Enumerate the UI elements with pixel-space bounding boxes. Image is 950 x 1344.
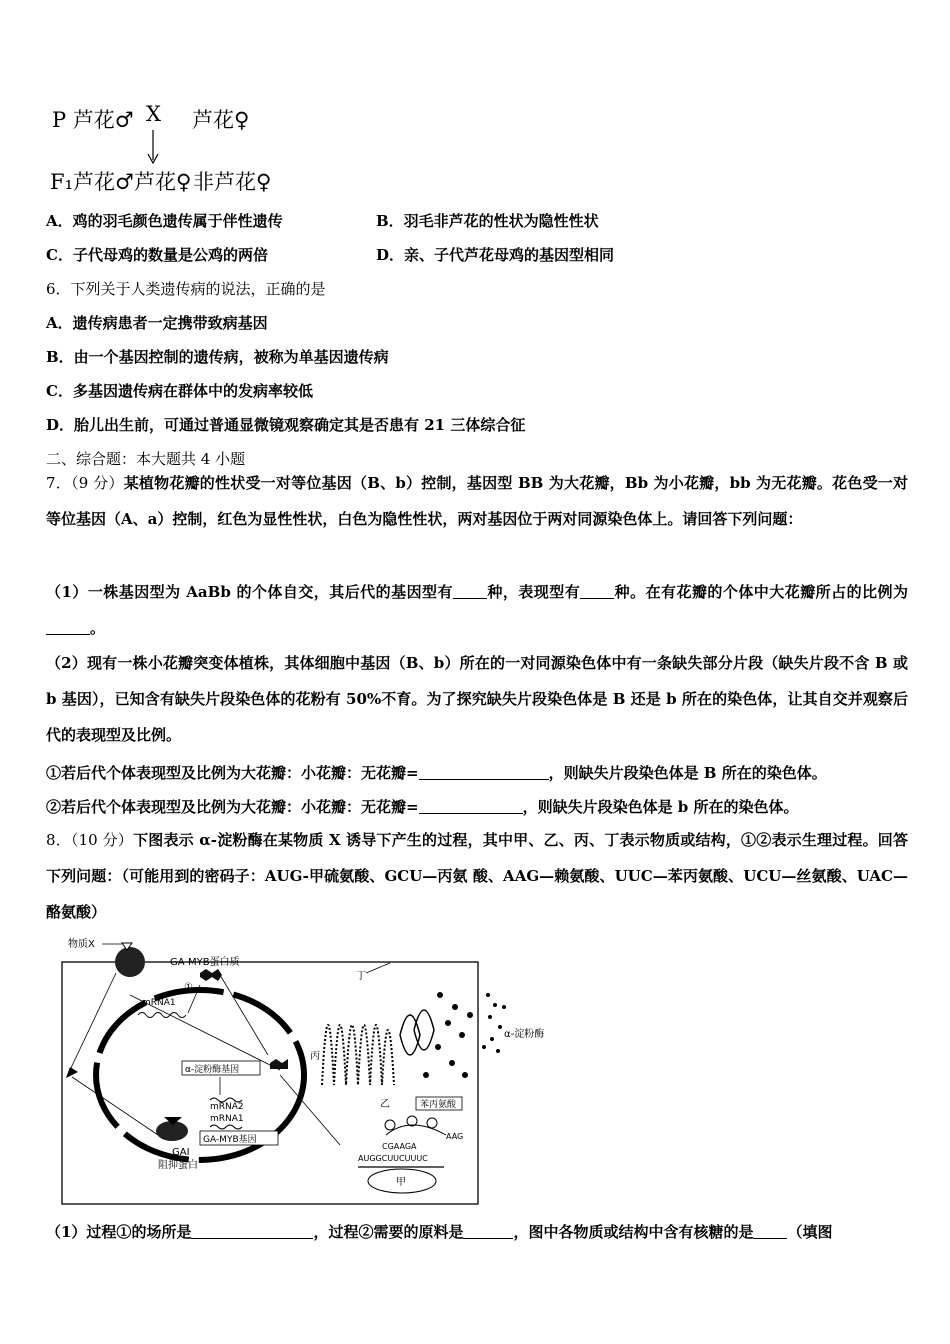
q8-part1-text-a: （1）过程①的场所是 <box>46 1223 192 1241</box>
label-ding: 丁 <box>356 971 366 982</box>
q7-case1-text-b: ，则缺失片段染色体是 B 所在的染色体。 <box>548 764 827 782</box>
golgi <box>400 1010 434 1055</box>
label-aag: AAG <box>446 1132 464 1141</box>
answer-blank[interactable] <box>453 584 487 599</box>
q7-text: 某植物花瓣的性状受一对等位基因（B、b）控制，基因型 BB 为大花瓣，Bb 为小花瓣，bb 为无花瓣。花色受一对等位基因（A、a）控制，红色为显性性状，白色为隐性性状，两对基因位于两对同源染色体上。请回答下列问题： <box>46 474 909 528</box>
q8-part1 <box>46 1222 833 1242</box>
label-repressor: 阻抑蛋白 <box>158 1160 198 1171</box>
q7-case2-text-b: ，则缺失片段染色体是 b 所在的染色体。 <box>522 798 799 816</box>
label-mrna1-mid: mRNA1 <box>210 1114 244 1124</box>
label-mrna2: mRNA2 <box>210 1102 244 1112</box>
label-gai: GAI <box>172 1147 190 1158</box>
cross-diagram <box>50 100 310 200</box>
answer-blank[interactable] <box>419 799 523 814</box>
f1-female: 芦花♀ <box>134 170 192 194</box>
q6-option-c: C．多基因遗传病在群体中的发病率较低 <box>46 382 313 400</box>
answer-blank[interactable] <box>753 1224 787 1239</box>
q8-stem <box>46 822 908 930</box>
f1-nonbarred-female: 非芦花♀ <box>193 170 272 194</box>
answer-blank[interactable] <box>419 765 549 780</box>
vesicles <box>423 992 473 1078</box>
answer-blank[interactable] <box>580 584 614 599</box>
answer-blank[interactable] <box>191 1224 313 1239</box>
q8-number: 8．（10 分） <box>46 831 134 849</box>
q7-part1-text-d: 。 <box>90 619 106 637</box>
endoplasmic-reticulum <box>322 1025 394 1085</box>
q6-option-a: A．遗传病患者一定携带致病基因 <box>46 314 268 332</box>
q8-part1-text-b: ，过程②需要的原料是 <box>313 1223 464 1241</box>
q7-case2 <box>46 797 799 817</box>
q7-part2: （2）现有一株小花瓣突变体植株，其体细胞中基因（B、b）所在的一对同源染色体中有一条缺失部分片段（缺失片段不含 B 或 b 基因），已知含有缺失片段染色体的花粉有 50%不育。为了探究缺失片段染色体是 B 还是 b 所在的染色体，让其自交并观察后代的表现型及比例。 <box>46 654 908 744</box>
label-ga-myb-gene: GA-MYB基因 <box>203 1135 257 1145</box>
answer-blank[interactable] <box>463 1224 513 1239</box>
q6-stem: 6．下列关于人类遗传病的说法，正确的是 <box>46 280 326 298</box>
cross-symbol: X <box>146 102 161 126</box>
answer-blank[interactable] <box>46 620 90 635</box>
q6-option-b: B．由一个基因控制的遗传病，被称为单基因遗传病 <box>46 348 389 366</box>
section-heading: 二、综合题：本大题共 4 小题 <box>46 450 246 468</box>
q7-part1-text-b: 种，表现型有 <box>486 583 581 601</box>
secreted-amylase <box>482 993 506 1053</box>
label-amylase-gene: α-淀粉酶基因 <box>185 1065 240 1075</box>
label-phenylalanine: 苯丙氨酸 <box>420 1100 457 1110</box>
q7-case2-text-a: ②若后代个体表现型及比例为大花瓣：小花瓣：无花瓣= <box>46 798 419 816</box>
q7-case1-text-a: ①若后代个体表现型及比例为大花瓣：小花瓣：无花瓣= <box>46 764 419 782</box>
parent-male: P 芦花♂ <box>52 108 134 132</box>
receptor <box>115 947 145 977</box>
parent-female: 芦花♀ <box>192 108 250 132</box>
q5-option-b: B．羽毛非芦花的性状为隐性性状 <box>376 212 599 230</box>
label-step1: ① <box>184 982 193 993</box>
q7-part1 <box>46 574 908 646</box>
label-bing: 丙 <box>310 1051 320 1062</box>
amylase-figure <box>60 935 560 1210</box>
f1-male: F₁芦花♂ <box>50 170 134 194</box>
label-ga-myb-protein: GA-MYB蛋白质 <box>170 957 240 968</box>
q5-option-d: D．亲、子代芦花母鸡的基因型相同 <box>376 246 615 264</box>
q7-stem <box>46 465 908 537</box>
q7-number: 7．（9 分） <box>46 474 124 492</box>
label-mrna-sequence: AUGGCUUCUUUC <box>358 1154 428 1163</box>
ga-myb-protein-icon <box>200 969 222 981</box>
q5-option-c: C．子代母鸡的数量是公鸡的两倍 <box>46 246 268 264</box>
down-arrow-icon <box>146 130 160 164</box>
q8-part1-text-d: （填图 <box>787 1223 833 1241</box>
q7-part1-text-c: 种。在有花瓣的个体中大花瓣所占的比例为 <box>614 583 908 601</box>
label-cgaaga: CGAAGA <box>382 1142 417 1151</box>
q8-part1-text-c: ，图中各物质或结构中含有核糖的是 <box>513 1223 754 1241</box>
cell-membrane <box>62 962 478 1204</box>
q7-part1-text-a: （1）一株基因型为 AaBb 的个体自交，其后代的基因型有 <box>46 583 453 601</box>
q6-option-d: D．胎儿出生前，可通过普通显微镜观察确定其是否患有 21 三体综合征 <box>46 416 526 434</box>
label-mrna1-top: mRNA1 <box>142 998 176 1008</box>
q8-text: 下图表示 α-淀粉酶在某物质 X 诱导下产生的过程，其中甲、乙、丙、丁表示物质或结构，①②表示生理过程。回答下列问题：（可能用到的密码子：AUG-甲硫氨酸、GCU—丙氨 酸、AAG—赖氨酸、UUC—苯丙氨酸、UCU—丝氨酸、UAC—酪氨酸） <box>46 831 908 921</box>
label-substance-x: 物质X <box>68 939 95 950</box>
cell-diagram <box>60 935 560 1210</box>
q5-option-a: A．鸡的羽毛颜色遗传属于伴性遗传 <box>46 212 283 230</box>
q7-case1 <box>46 763 827 783</box>
label-jia: 甲 <box>396 1177 406 1188</box>
label-amylase: α-淀粉酶 <box>504 1029 545 1040</box>
label-yi: 乙 <box>380 1099 390 1110</box>
